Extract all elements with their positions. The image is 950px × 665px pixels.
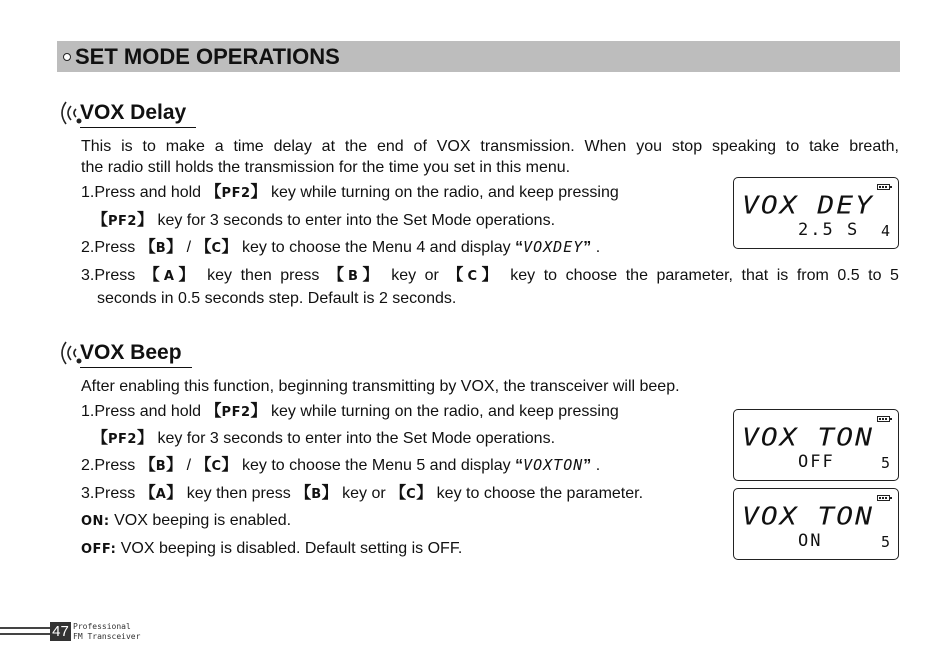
- option-label: OFF:: [81, 542, 117, 557]
- lcd-text: VOXTON: [523, 456, 584, 474]
- key-label: PF2: [108, 214, 137, 229]
- lcd-display: [733, 409, 899, 481]
- lcd-main-text: VOX DEY: [742, 190, 875, 220]
- step-1-cont: 【PF2】 key for 3 seconds to enter into the Set Mode operations.: [92, 212, 556, 229]
- lcd-menu-number: 5: [880, 454, 890, 472]
- step-2: 2.Press 【B】 / 【C】 key to choose the Menu 4 and display “VOXDEY” .: [81, 238, 601, 256]
- section-header: [57, 41, 900, 72]
- vox-delay-heading: [56, 98, 196, 128]
- footer-text: FM Transceiver: [73, 632, 141, 641]
- radio-wave-icon: [56, 98, 82, 128]
- step-1: 1.Press and hold 【PF2】 key while turning on the radio, and keep pressing: [81, 403, 619, 420]
- section-title: VOX Delay: [80, 101, 196, 128]
- bullet-icon: [63, 53, 71, 61]
- lcd-value: 2.5 S: [798, 220, 860, 240]
- lcd-menu-number: 5: [880, 533, 890, 551]
- page-number: 47: [50, 622, 71, 641]
- lcd-text: VOXDEY: [523, 238, 584, 256]
- paragraph: This is to make a time delay at the end of VOX transmission. When you stop speaking to take breath,: [81, 138, 899, 155]
- battery-icon: [877, 495, 890, 501]
- section-title: VOX Beep: [80, 341, 192, 368]
- battery-icon: [877, 184, 890, 190]
- lcd-menu-number: 4: [880, 222, 890, 240]
- option-label: ON:: [81, 514, 110, 529]
- lcd-main-text: VOX TON: [742, 422, 875, 452]
- step-1: 1.Press and hold 【PF2】 key while turning on the radio, and keep pressing: [81, 184, 619, 201]
- paragraph: After enabling this function, beginning transmitting by VOX, the transceiver will beep.: [81, 378, 680, 395]
- step-3-cont: seconds in 0.5 seconds step. Default is 2 seconds.: [97, 290, 457, 307]
- radio-wave-icon: [56, 338, 82, 368]
- step-3: 3.Press 【A】 key then press 【B】 key or 【C】 key to choose the parameter, that is from 0.5 to 5: [81, 267, 899, 284]
- battery-icon: [877, 416, 890, 422]
- lcd-display: [733, 177, 899, 249]
- key-label: PF2: [221, 186, 251, 201]
- footer-rule: [0, 627, 50, 629]
- page-title: SET MODE OPERATIONS: [75, 43, 340, 69]
- paragraph: the radio still holds the transmission for the time you set in this menu.: [81, 159, 571, 176]
- step-2: 2.Press 【B】 / 【C】 key to choose the Menu 5 and display “VOXTON” .: [81, 456, 601, 474]
- option-off: OFF: VOX beeping is disabled. Default setting is OFF.: [81, 540, 463, 557]
- step-1-cont: 【PF2】 key for 3 seconds to enter into the Set Mode operations.: [92, 430, 556, 447]
- lcd-value: OFF: [798, 452, 835, 472]
- lcd-display: [733, 488, 899, 560]
- step-3: 3.Press 【A】 key then press 【B】 key or 【C】 key to choose the parameter.: [81, 485, 644, 502]
- footer-rule: [0, 633, 50, 635]
- lcd-main-text: VOX TON: [742, 501, 875, 531]
- option-on: ON: VOX beeping is enabled.: [81, 512, 292, 529]
- footer-text: Professional: [73, 622, 131, 631]
- vox-beep-heading: [56, 338, 192, 368]
- lcd-value: ON: [798, 531, 823, 551]
